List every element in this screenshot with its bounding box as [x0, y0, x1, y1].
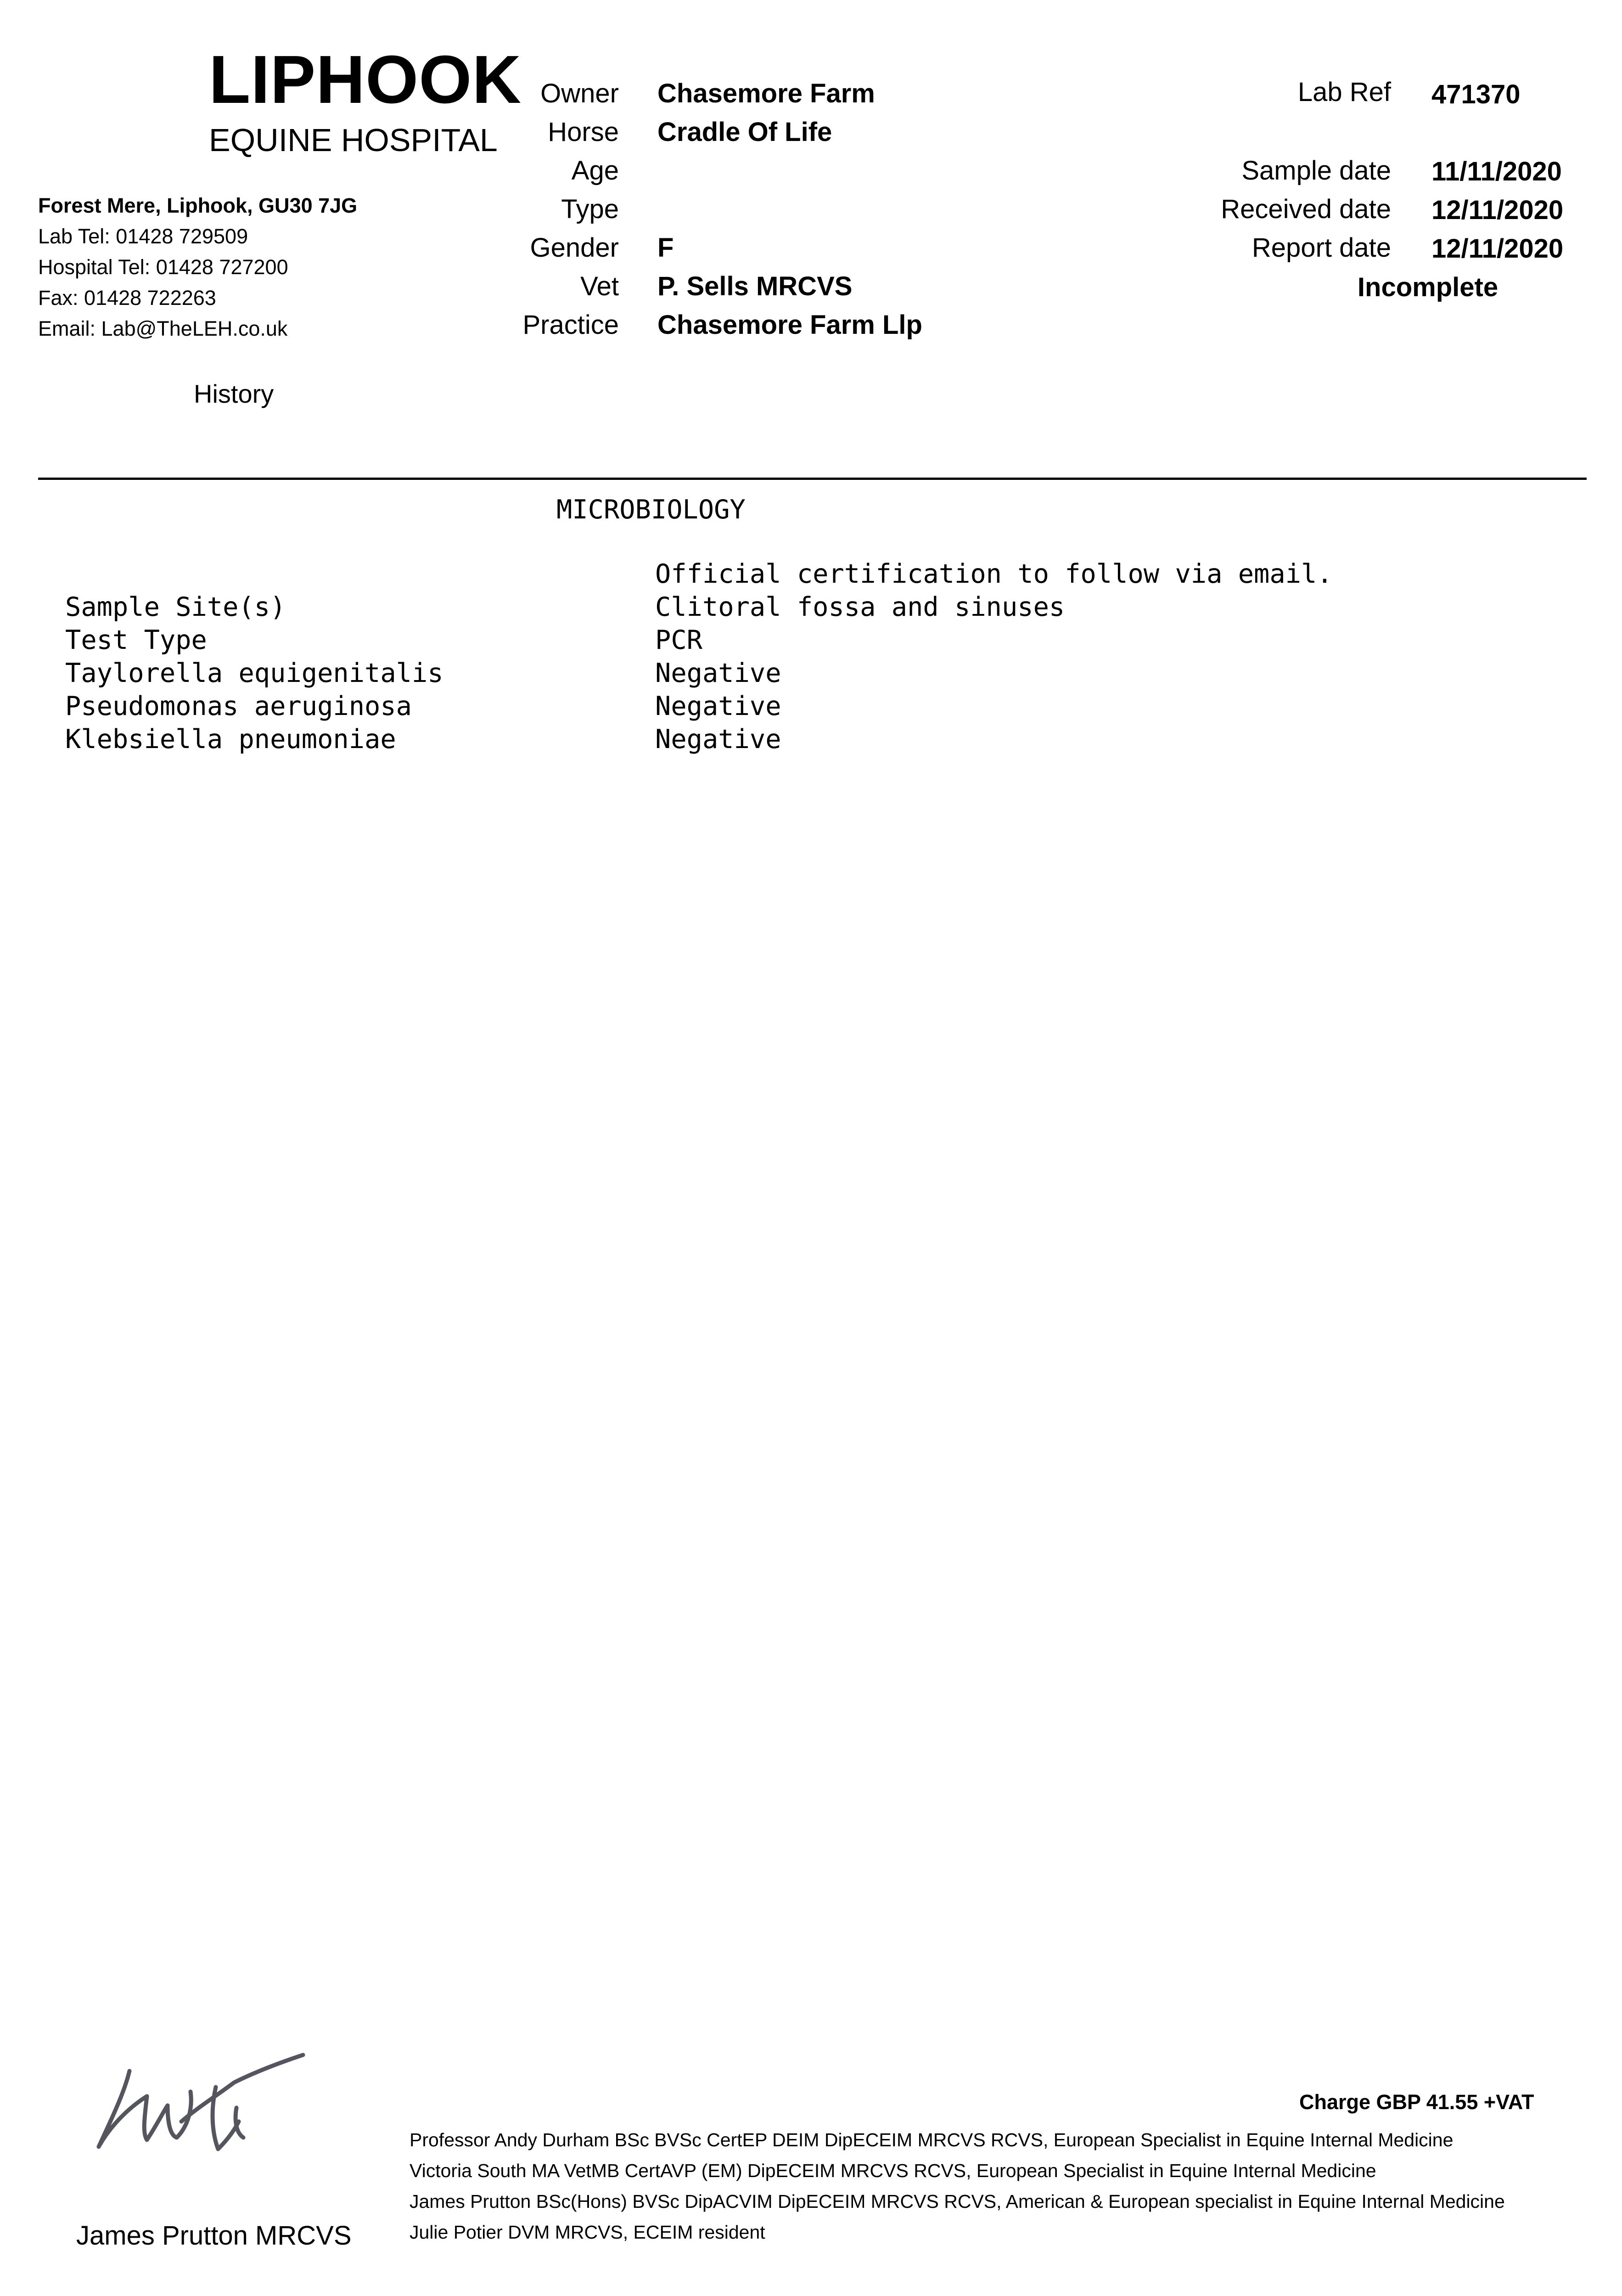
hospital-telephone: Hospital Tel: 01428 727200 — [38, 255, 288, 279]
header-divider — [38, 478, 1587, 480]
gender-label: Gender — [530, 233, 619, 263]
received-date-label: Received date — [1221, 194, 1391, 224]
section-title: MICROBIOLOGY — [556, 495, 746, 525]
type-label: Type — [561, 194, 619, 224]
staff-line: Julie Potier DVM MRCVS, ECEIM resident — [410, 2222, 765, 2243]
age-label: Age — [571, 156, 619, 186]
hospital-subtitle: EQUINE HOSPITAL — [209, 122, 498, 158]
lab-ref-label: Lab Ref — [1297, 77, 1391, 107]
received-date-value: 12/11/2020 — [1431, 195, 1564, 225]
certification-note: Official certification to follow via email. — [655, 559, 1333, 589]
signature — [78, 2053, 317, 2167]
result-value-klebsiella: Negative — [655, 724, 781, 754]
hospital-name: LIPHOOK — [209, 42, 522, 118]
report-date-value: 12/11/2020 — [1431, 234, 1564, 264]
staff-line: Professor Andy Durham BSc BVSc CertEP DEIM DipECEIM MRCVS RCVS, European Specialist in Equine Internal Medicine — [410, 2129, 1454, 2150]
result-name-taylorella: Taylorella equigenitalis — [65, 658, 443, 688]
result-name-klebsiella: Klebsiella pneumoniae — [65, 724, 396, 754]
lab-telephone: Lab Tel: 01428 729509 — [38, 225, 248, 248]
hospital-address: Forest Mere, Liphook, GU30 7JG — [38, 194, 358, 217]
fax-number: Fax: 01428 722263 — [38, 286, 216, 310]
charge-amount: Charge GBP 41.55 +VAT — [1299, 2090, 1534, 2114]
owner-label: Owner — [540, 79, 619, 108]
result-value-test-type: PCR — [655, 625, 702, 655]
practice-label: Practice — [522, 310, 619, 340]
result-value-sample-site: Clitoral fossa and sinuses — [655, 592, 1065, 622]
owner-value: Chasemore Farm — [657, 79, 875, 108]
report-status: Incomplete — [1357, 272, 1499, 302]
lab-ref-value: 471370 — [1431, 79, 1521, 109]
horse-label: Horse — [548, 117, 619, 147]
result-name-sample-site: Sample Site(s) — [65, 592, 286, 622]
report-date-label: Report date — [1252, 233, 1391, 263]
vet-value: P. Sells MRCVS — [657, 271, 853, 301]
history-label: History — [194, 379, 274, 408]
signer-name: James Prutton MRCVS — [76, 2221, 352, 2251]
practice-value: Chasemore Farm Llp — [657, 310, 922, 340]
staff-line: Victoria South MA VetMB CertAVP (EM) DipECEIM MRCVS RCVS, European Specialist in Equine Internal Medicine — [410, 2160, 1376, 2181]
result-name-test-type: Test Type — [65, 625, 207, 655]
horse-value: Cradle Of Life — [657, 117, 832, 147]
sample-date-value: 11/11/2020 — [1431, 157, 1562, 186]
email-address: Email: Lab@TheLEH.co.uk — [38, 317, 288, 340]
staff-line: James Prutton BSc(Hons) BVSc DipACVIM DipECEIM MRCVS RCVS, American & European specialist in Equine Internal Medicine — [410, 2191, 1505, 2212]
gender-value: F — [657, 233, 674, 263]
result-value-pseudomonas: Negative — [655, 691, 781, 721]
sample-date-label: Sample date — [1241, 156, 1391, 186]
result-value-taylorella: Negative — [655, 658, 781, 688]
vet-label: Vet — [580, 271, 619, 301]
result-name-pseudomonas: Pseudomonas aeruginosa — [65, 691, 412, 721]
